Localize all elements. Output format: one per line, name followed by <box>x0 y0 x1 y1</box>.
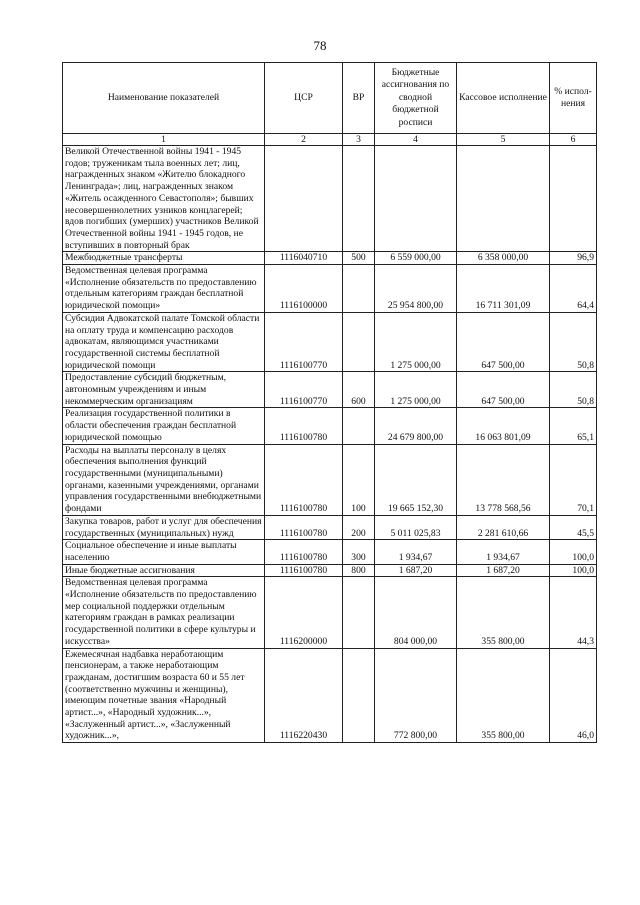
cell-csr: 1116100780 <box>265 515 343 539</box>
cell-amount: 1 275 000,00 <box>375 312 457 372</box>
cell-name: Расходы на выплаты персоналу в целях обеспечения выполнения функций государственными (муниципальными) органами, казенными учреждениями, органами управления государственными внебюджетными фондами <box>63 444 265 515</box>
page-number: 78 <box>313 38 327 53</box>
column-number: 2 <box>265 134 343 146</box>
cell-pct: 100,0 <box>550 540 597 564</box>
table-row <box>63 577 597 648</box>
cell-vr: 300 <box>343 540 375 564</box>
cell-vr <box>343 146 375 252</box>
cell-csr <box>265 146 343 252</box>
cell-cash: 16 711 301,09 <box>457 265 550 313</box>
cell-pct: 45,5 <box>550 515 597 539</box>
cell-name: Великой Отечественной войны 1941 - 1945 годов; труженикам тыла военных лет; лиц, награжденных знаком «Жителю блокадного Ленинграда»; лиц, награжденных знаком «Житель осажденного Севастополя»; бывших несовершеннолетних узников концлагерей; вдов погибших (умерших) участников Великой Отечественной войны 1941 - 1945 годов, не вступивших в повторный брак <box>63 146 265 252</box>
cell-vr <box>343 648 375 743</box>
table-row <box>63 265 597 313</box>
column-number: 4 <box>375 134 457 146</box>
cell-pct <box>550 146 597 252</box>
cell-vr: 100 <box>343 444 375 515</box>
cell-amount: 772 800,00 <box>375 648 457 743</box>
cell-name: Ежемесячная надбавка неработающим пенсионерам, а также неработающим гражданам, достигшим возраста 60 и 55 лет (соответственно мужчины и женщины), имеющим почетные звания «Народный артист...», «Народный художник...», «Заслуженный артист...», «Заслуженный художник...», <box>63 648 265 743</box>
budget-execution-table <box>62 62 597 743</box>
cell-name: Социальное обеспечение и иные выплаты населению <box>63 540 265 564</box>
cell-csr: 1116100770 <box>265 312 343 372</box>
cell-pct: 96,9 <box>550 252 597 265</box>
header-name: Наименование показателей <box>63 63 265 134</box>
table-row <box>63 372 597 408</box>
cell-name: Межбюджетные трансферты <box>63 252 265 265</box>
cell-name: Субсидия Адвокатской палате Томской области на оплату труда и компенсацию расходов адвокатам, являющимся участниками государственной системы бесплатной юридической помощи <box>63 312 265 372</box>
cell-amount: 24 679 800,00 <box>375 408 457 444</box>
table-row <box>63 444 597 515</box>
cell-pct: 50,8 <box>550 372 597 408</box>
column-number-row <box>63 134 597 146</box>
cell-name: Предоставление субсидий бюджетным, автономным учреждениям и иным некоммерческим организациям <box>63 372 265 408</box>
cell-amount: 6 559 000,00 <box>375 252 457 265</box>
table-row <box>63 540 597 564</box>
cell-name: Ведомственная целевая программа «Исполнение обязательств по предоставлению отдельным категориям граждан бесплатной юридической помощи» <box>63 265 265 313</box>
table-row <box>63 515 597 539</box>
cell-cash: 2 281 610,66 <box>457 515 550 539</box>
column-number: 1 <box>63 134 265 146</box>
cell-cash: 355 800,00 <box>457 577 550 648</box>
cell-amount: 1 934,67 <box>375 540 457 564</box>
cell-vr: 600 <box>343 372 375 408</box>
cell-pct: 100,0 <box>550 564 597 577</box>
cell-cash: 1 934,67 <box>457 540 550 564</box>
cell-csr: 1116200000 <box>265 577 343 648</box>
cell-csr: 1116220430 <box>265 648 343 743</box>
table-row <box>63 252 597 265</box>
cell-csr: 1116100770 <box>265 372 343 408</box>
column-number: 3 <box>343 134 375 146</box>
cell-amount: 5 011 025,83 <box>375 515 457 539</box>
cell-cash: 6 358 000,00 <box>457 252 550 265</box>
cell-vr <box>343 312 375 372</box>
header-cash: Кассовое исполнение <box>457 63 550 134</box>
cell-vr <box>343 577 375 648</box>
cell-name: Реализация государственной политики в области обеспечения граждан бесплатной юридической помощью <box>63 408 265 444</box>
cell-vr <box>343 265 375 313</box>
cell-vr: 200 <box>343 515 375 539</box>
cell-csr: 1116100780 <box>265 408 343 444</box>
table-row <box>63 648 597 743</box>
cell-pct: 46,0 <box>550 648 597 743</box>
cell-cash: 16 063 801,09 <box>457 408 550 444</box>
cell-cash: 1 687,20 <box>457 564 550 577</box>
cell-csr: 1116100000 <box>265 265 343 313</box>
column-number: 6 <box>550 134 597 146</box>
header-csr: ЦСР <box>265 63 343 134</box>
cell-pct: 65,1 <box>550 408 597 444</box>
cell-name: Иные бюджетные ассигнования <box>63 564 265 577</box>
header-budget: Бюджетные ассигнования по сводной бюджетной росписи <box>375 63 457 134</box>
cell-pct: 44,3 <box>550 577 597 648</box>
cell-amount <box>375 146 457 252</box>
cell-cash: 13 778 568,56 <box>457 444 550 515</box>
cell-csr: 1116040710 <box>265 252 343 265</box>
cell-cash: 355 800,00 <box>457 648 550 743</box>
cell-name: Ведомственная целевая программа «Исполнение обязательств по предоставлению мер социальной поддержки отдельным категориям граждан в рамках реализации государственной политики в сфере культуры и искусства» <box>63 577 265 648</box>
cell-cash: 647 500,00 <box>457 312 550 372</box>
cell-pct: 50,8 <box>550 312 597 372</box>
cell-amount: 25 954 800,00 <box>375 265 457 313</box>
cell-amount: 1 275 000,00 <box>375 372 457 408</box>
cell-pct: 64,4 <box>550 265 597 313</box>
cell-csr: 1116100780 <box>265 540 343 564</box>
table-row <box>63 146 597 252</box>
cell-amount: 19 665 152,30 <box>375 444 457 515</box>
header-pct: % испол-нения <box>550 63 597 134</box>
header-vr: ВР <box>343 63 375 134</box>
cell-amount: 1 687,20 <box>375 564 457 577</box>
cell-vr <box>343 408 375 444</box>
cell-pct: 70,1 <box>550 444 597 515</box>
cell-vr: 500 <box>343 252 375 265</box>
table-header-row <box>63 63 597 134</box>
table-row <box>63 312 597 372</box>
cell-cash: 647 500,00 <box>457 372 550 408</box>
cell-csr: 1116100780 <box>265 444 343 515</box>
cell-amount: 804 000,00 <box>375 577 457 648</box>
cell-cash <box>457 146 550 252</box>
cell-name: Закупка товаров, работ и услуг для обеспечения государственных (муниципальных) нужд <box>63 515 265 539</box>
table-row <box>63 564 597 577</box>
cell-csr: 1116100780 <box>265 564 343 577</box>
column-number: 5 <box>457 134 550 146</box>
cell-vr: 800 <box>343 564 375 577</box>
table-row <box>63 408 597 444</box>
